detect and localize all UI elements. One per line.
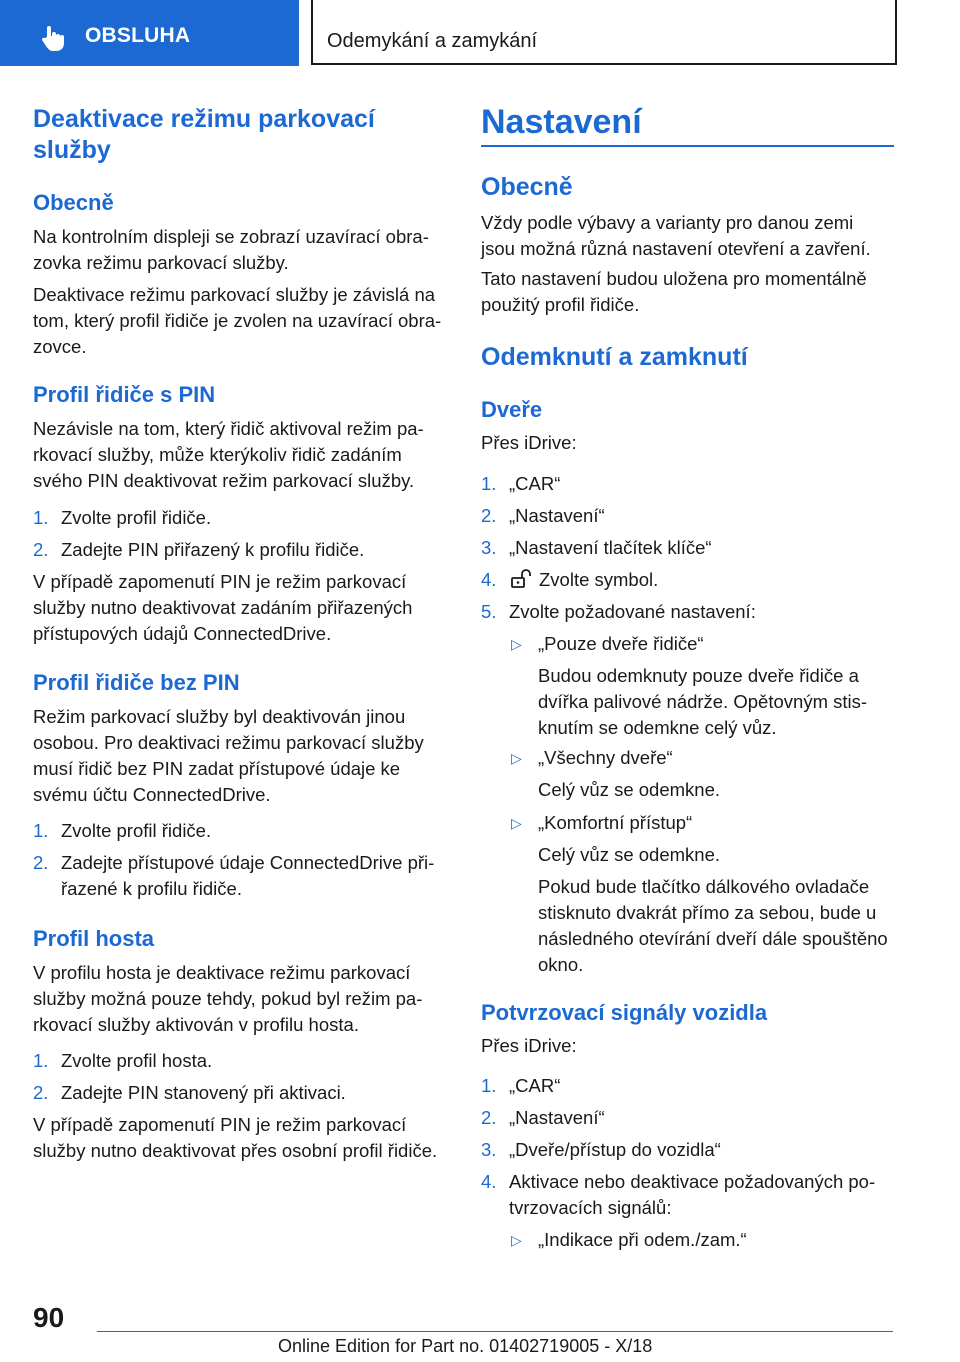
- section-label: OBSLUHA: [85, 24, 191, 47]
- footer-edition: Online Edition for Part no. 01402719005 - X/18: [278, 1336, 653, 1356]
- right-s3-heading: Potvrzovací signály vozidla: [481, 1000, 768, 1025]
- right-s2-heading: Odemknutí a zamknutí: [481, 343, 748, 371]
- right-s2-subheading: Dveře: [481, 397, 543, 422]
- step-number: 4.: [481, 569, 497, 590]
- step-text: Zadejte PIN přiřazený k profilu řidiče.: [61, 539, 365, 560]
- bullet-triangle-icon: ▷: [511, 750, 522, 766]
- left-s1-p2: Deaktivace režimu parkovací služby je závislá na tom, který profil řidiče je zvolen na uzavírací obra-zovce.: [33, 284, 442, 357]
- step-number: 2.: [481, 505, 497, 526]
- step-text: „Dveře/přístup do vozidla“: [509, 1139, 721, 1160]
- step-number: 2.: [481, 1107, 497, 1128]
- option-title: „Komfortní přístup“: [538, 812, 693, 833]
- step-text: „Nastavení“: [509, 1107, 605, 1128]
- step-number: 2.: [33, 852, 49, 873]
- step-number: 4.: [481, 1171, 497, 1192]
- right-s1-p1: Vždy podle výbavy a varianty pro danou zemi jsou možná různá nastavení otevření a zavření.: [481, 212, 871, 259]
- step-text: Zvolte profil řidiče.: [61, 507, 212, 528]
- chapter-header: [311, 0, 897, 65]
- option-title: „Všechny dveře“: [538, 747, 673, 768]
- title-rule: [481, 145, 894, 147]
- step-number: 5.: [481, 601, 497, 622]
- right-s3-intro: Přes iDrive:: [481, 1035, 577, 1056]
- step-text: Aktivace nebo deaktivace požadovaných po-tvrzovacích signálů:: [509, 1171, 876, 1218]
- footer-rule: [97, 1331, 893, 1332]
- step-text: „Nastavení tlačítek klíče“: [509, 537, 712, 558]
- step-text: Zvolte požadované nastavení:: [509, 601, 756, 622]
- step-text: „CAR“: [509, 473, 561, 494]
- step-number: 1.: [33, 820, 49, 841]
- step-text: Zadejte PIN stanovený při aktivaci.: [61, 1082, 346, 1103]
- step-text: Zvolte profil hosta.: [61, 1050, 213, 1071]
- step-text: Zvolte symbol.: [539, 569, 659, 590]
- left-title: Deaktivace režimu parkovací služby: [33, 105, 375, 164]
- chapter-title: Odemykání a zamykání: [327, 30, 538, 52]
- step-number: 1.: [33, 507, 49, 528]
- right-s1-heading: Obecně: [481, 173, 573, 201]
- step-number: 2.: [33, 1082, 49, 1103]
- left-s4-heading: Profil hosta: [33, 926, 155, 951]
- bullet-triangle-icon: ▷: [511, 815, 522, 831]
- option-desc-extra: Pokud bude tlačítko dálkového ovladače stisknuto dvakrát přímo za sebou, bude u následného otevírání dveří dále spouštěno okno.: [538, 876, 888, 975]
- left-s3-p1: Režim parkovací služby byl deaktivován jinou osobou. Pro deaktivaci režimu parkovací služby musí řidič bez PIN zadat přístupové údaje ke svému účtu ConnectedDrive.: [33, 706, 424, 805]
- hand-pointer-icon: [38, 24, 66, 52]
- right-s2-intro: Přes iDrive:: [481, 432, 577, 453]
- step-text: „CAR“: [509, 1075, 561, 1096]
- right-title: Nastavení: [481, 103, 642, 141]
- step-text: Zvolte profil řidiče.: [61, 820, 212, 841]
- option-desc: Celý vůz se odemkne.: [538, 844, 721, 865]
- left-s1-heading: Obecně: [33, 190, 114, 215]
- bullet-triangle-icon: ▷: [511, 1232, 522, 1248]
- step-number: 3.: [481, 1139, 497, 1160]
- bullet-triangle-icon: ▷: [511, 636, 522, 652]
- right-s1-p2: Tato nastavení budou uložena pro momentálně použitý profil řidiče.: [481, 268, 867, 315]
- left-s3-heading: Profil řidiče bez PIN: [33, 670, 240, 695]
- step-number: 3.: [481, 537, 497, 558]
- left-s2-p2: V případě zapomenutí PIN je režim parkovací služby nutno deaktivovat zadáním přiřazených přístupových údajů ConnectedDrive.: [33, 571, 413, 644]
- option-title: „Pouze dveře řidiče“: [538, 633, 704, 654]
- step-number: 1.: [33, 1050, 49, 1071]
- page-number: 90: [33, 1302, 65, 1333]
- option-desc: Budou odemknuty pouze dveře řidiče a dvířka palivové nádrže. Opětovným stis-knutím se odemkne celý vůz.: [538, 665, 868, 738]
- step-number: 1.: [481, 1075, 497, 1096]
- step-text: „Nastavení“: [509, 505, 605, 526]
- step-text: Zadejte přístupové údaje ConnectedDrive při-řazené k profilu řidiče.: [61, 852, 435, 899]
- left-s2-heading: Profil řidiče s PIN: [33, 382, 216, 407]
- step-number: 1.: [481, 473, 497, 494]
- unlock-symbol-icon: [509, 567, 533, 591]
- left-s2-p1: Nezávisle na tom, který řidič aktivoval režim pa-rkovací služby, může kterýkoliv řidič zadáním svého PIN deaktivovat režim parkovací služby.: [33, 418, 424, 491]
- left-s4-p1: V profilu hosta je deaktivace režimu parkovací služby možná pouze tehdy, pokud byl režim pa-rkovací služby aktivován v profilu hosta.: [33, 962, 423, 1035]
- left-s1-p1: Na kontrolním displeji se zobrazí uzavírací obra-zovka režimu parkovací služby.: [33, 226, 429, 273]
- section-tab: [0, 0, 299, 66]
- option-title: „Indikace při odem./zam.“: [538, 1229, 747, 1250]
- step-number: 2.: [33, 539, 49, 560]
- option-desc: Celý vůz se odemkne.: [538, 779, 721, 800]
- left-s4-p2: V případě zapomenutí PIN je režim parkovací služby nutno deaktivovat přes osobní profil řidiče.: [33, 1114, 438, 1161]
